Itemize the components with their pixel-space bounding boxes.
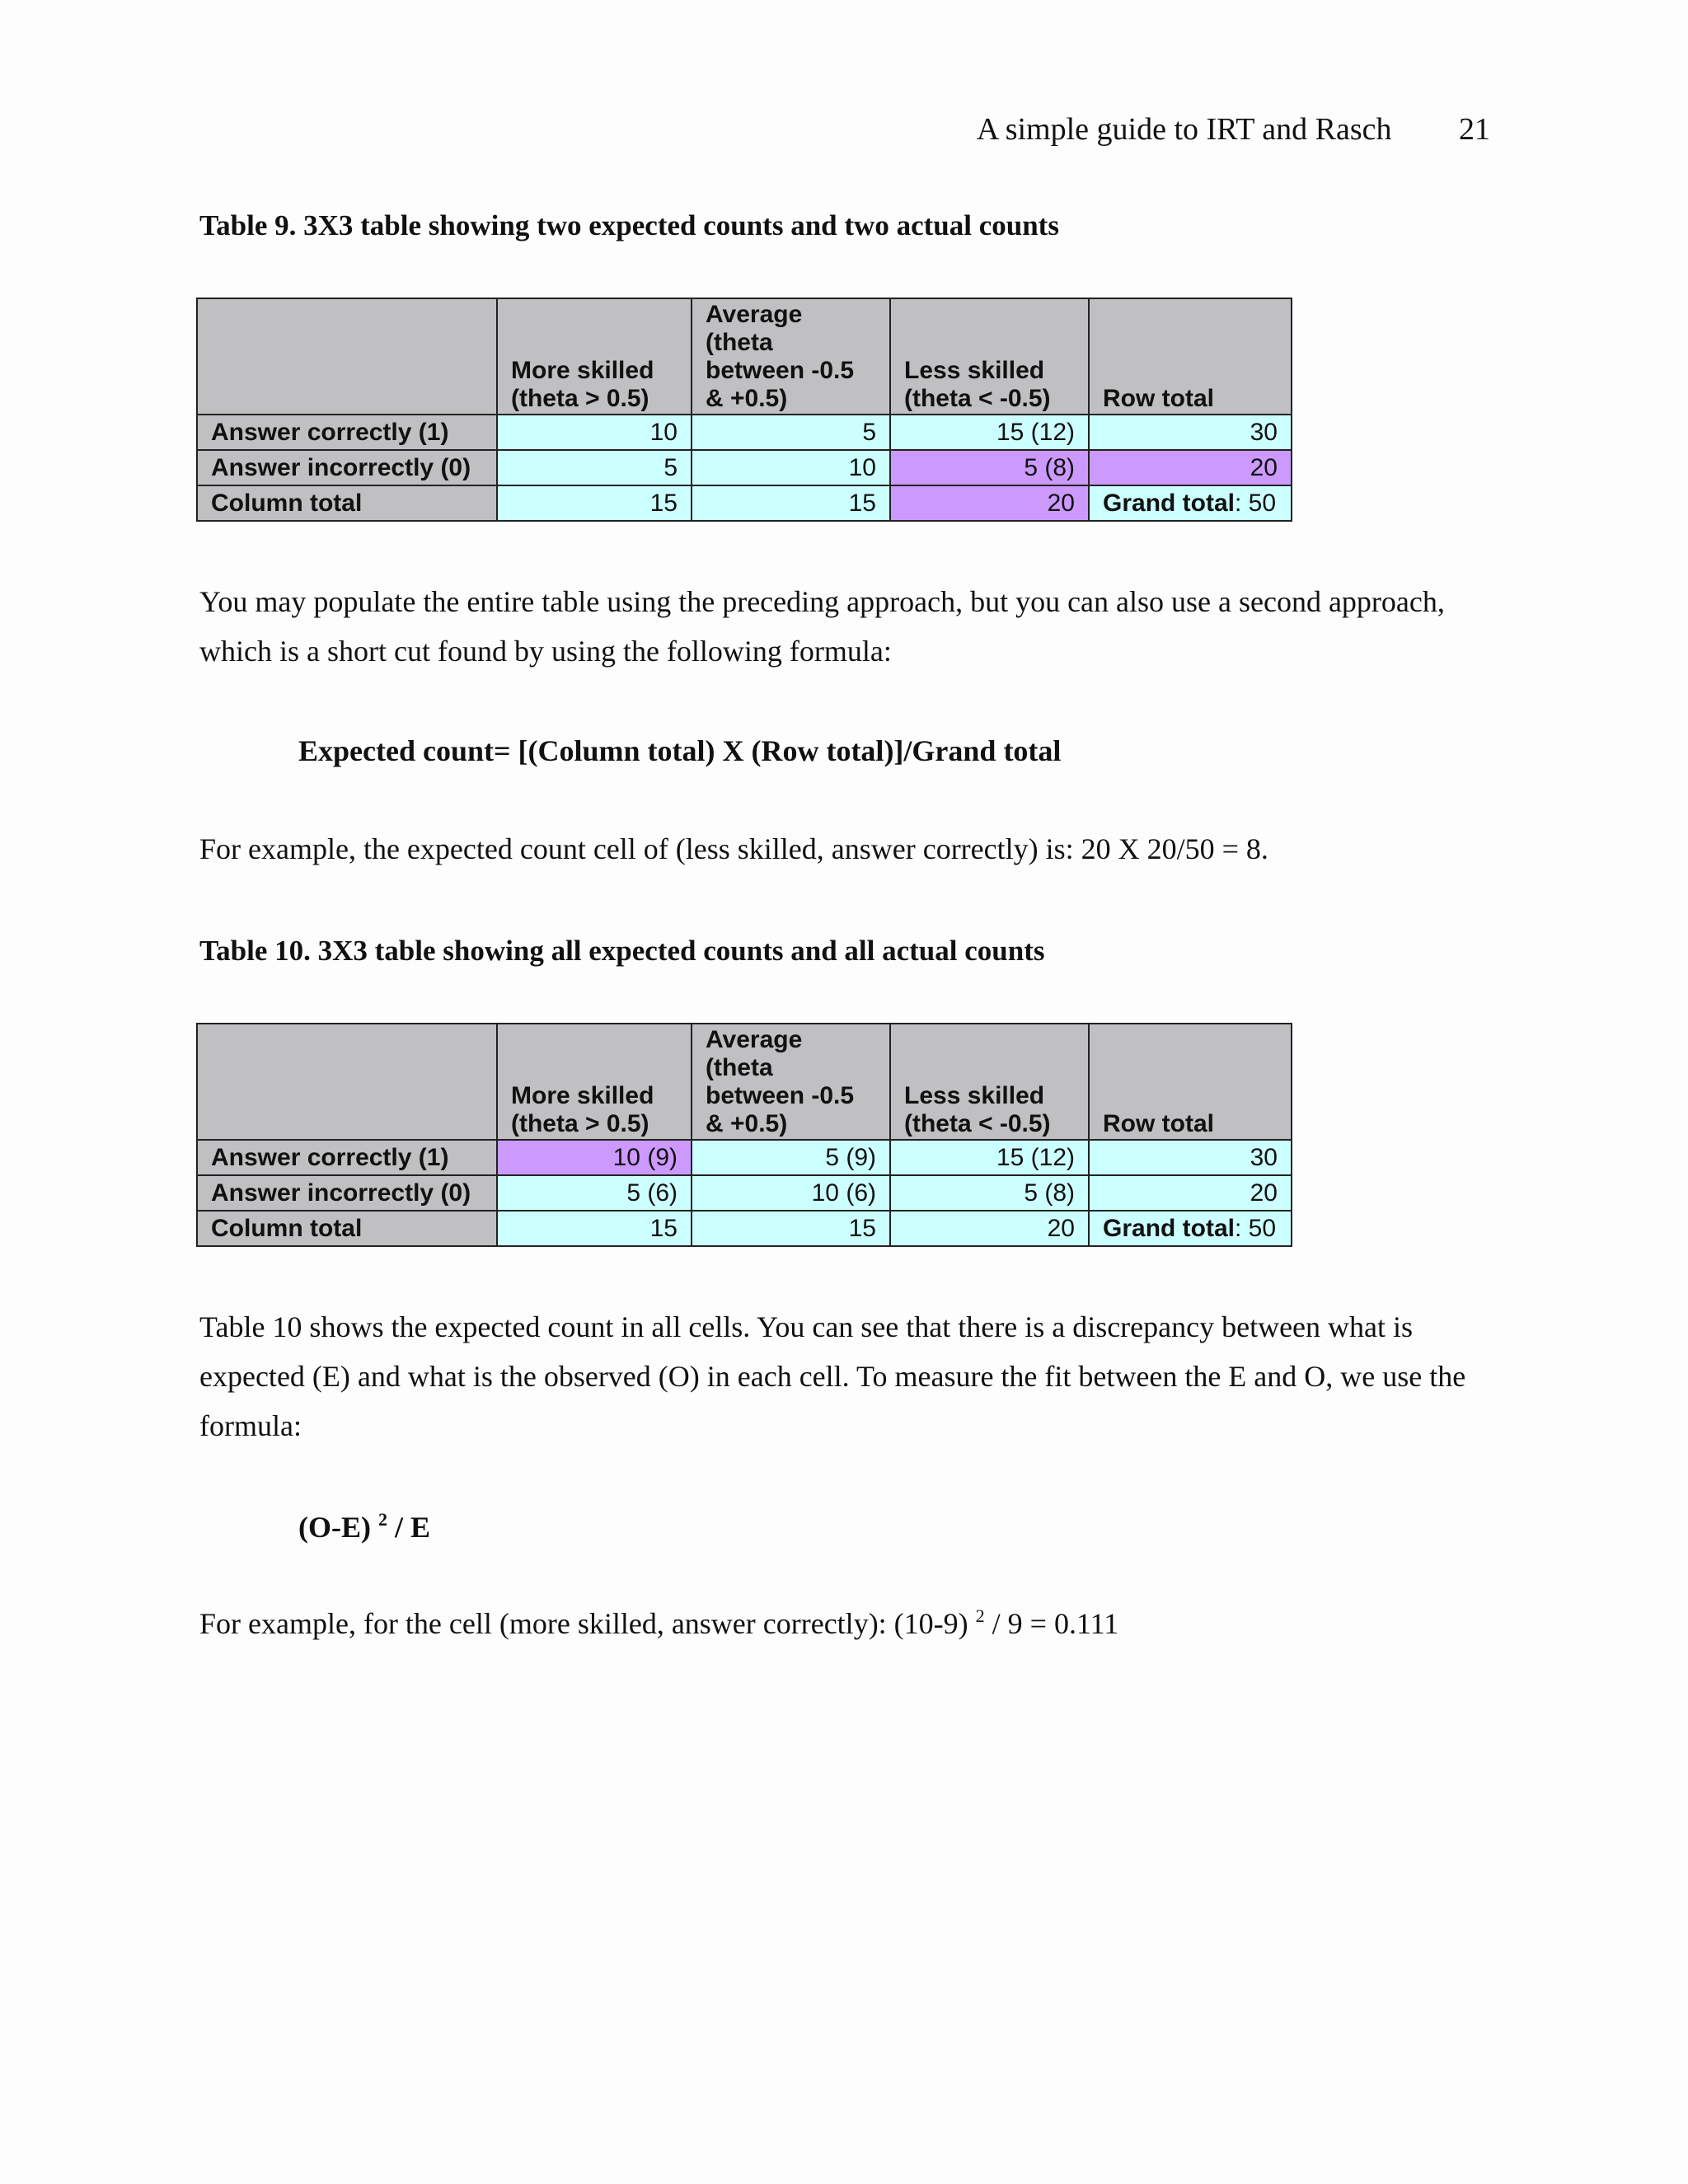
table-cell: 20 [1089,1175,1292,1211]
table-cell: 15 (12) [890,1140,1089,1175]
column-header-average: Average (theta between -0.5 & +0.5) [692,1024,890,1140]
table-row [197,485,1292,521]
expected-count-formula: Expected count= [(Column total) X (Row total)]/Grand total [298,734,1062,767]
column-header-less-skilled: Less skilled (theta < -0.5) [890,298,1089,415]
table-header-row [197,298,1292,415]
table-cell: 15 [692,1211,890,1246]
formula-base: (O-E) [298,1511,378,1544]
column-header [197,298,497,415]
table-cell-highlighted: 20 [890,485,1089,521]
example-result: / 9 = 0.111 [984,1607,1119,1640]
table-cell: 5 [497,450,692,485]
column-header-row-total: Row total [1089,1024,1292,1140]
grand-total-label: Grand total [1103,1214,1236,1242]
example-text: For example, for the cell (more skilled, answer correctly): (10-9) [199,1607,976,1640]
table-row [197,415,1292,450]
table9-caption: Table 9. 3X3 table showing two expected counts and two actual counts [199,209,1059,241]
column-header-more-skilled: More skilled (theta > 0.5) [497,1024,692,1140]
table-header-row [197,1024,1292,1140]
table-cell: 20 [890,1211,1089,1246]
table-row [197,1140,1292,1175]
row-label: Column total [197,1211,497,1246]
table10 [196,1023,1292,1247]
chi-square-formula [298,1511,430,1542]
column-header-less-skilled: Less skilled (theta < -0.5) [890,1024,1089,1140]
grand-total-value: : 50 [1235,489,1277,517]
example-exponent: 2 [975,1605,985,1626]
column-header-row-total: Row total [1089,298,1292,415]
table-row [197,1175,1292,1211]
table9 [196,298,1292,522]
table-cell: 10 [692,450,890,485]
running-header [977,114,1490,145]
column-header-average: Average (theta between -0.5 & +0.5) [692,298,890,415]
grand-total-cell [1089,1211,1292,1246]
grand-total-cell [1089,485,1292,521]
table-cell: 30 [1089,415,1292,450]
column-header [197,1024,497,1140]
table-cell: 10 [497,415,692,450]
row-label: Answer incorrectly (0) [197,450,497,485]
paragraph-example [199,1599,1502,1648]
table-cell: 15 [692,485,890,521]
formula-exponent: 2 [377,1509,387,1530]
table-cell-highlighted: 20 [1089,450,1292,485]
table-cell: 15 [497,485,692,521]
table-cell-highlighted: 10 (9) [497,1140,692,1175]
table-cell: 5 (6) [497,1175,692,1211]
table-cell: 15 (12) [890,415,1089,450]
page-number: 21 [1459,112,1490,147]
row-label: Answer correctly (1) [197,1140,497,1175]
table-cell: 30 [1089,1140,1292,1175]
table-cell-highlighted: 5 (8) [890,450,1089,485]
table-row [197,1211,1292,1246]
running-title: A simple guide to IRT and Rasch [976,112,1392,147]
row-label: Answer correctly (1) [197,415,497,450]
grand-total-value: : 50 [1235,1214,1277,1242]
paragraph: Table 10 shows the expected count in all cells. You can see that there is a discrepancy between what is expected (E) and what is the observed (O) in each cell. To measure the fit between the E and O, we use the formula: [199,1310,1466,1442]
grand-total-label: Grand total [1103,489,1236,517]
formula-rest: / E [387,1511,430,1544]
paragraph: For example, the expected count cell of (less skilled, answer correctly) is: 20 X 20/50 = 8. [199,832,1268,865]
table-cell: 5 (8) [890,1175,1089,1211]
table10-caption: Table 10. 3X3 table showing all expected counts and all actual counts [199,935,1045,967]
table-cell: 15 [497,1211,692,1246]
row-label: Answer incorrectly (0) [197,1175,497,1211]
column-header-more-skilled: More skilled (theta > 0.5) [497,298,692,415]
row-label: Column total [197,485,497,521]
table-row [197,450,1292,485]
table-cell: 5 (9) [692,1140,890,1175]
paragraph: You may populate the entire table using the preceding approach, but you can also use a second approach, which is a short cut found by using the following formula: [199,585,1445,668]
table-cell: 5 [692,415,890,450]
table-cell: 10 (6) [692,1175,890,1211]
